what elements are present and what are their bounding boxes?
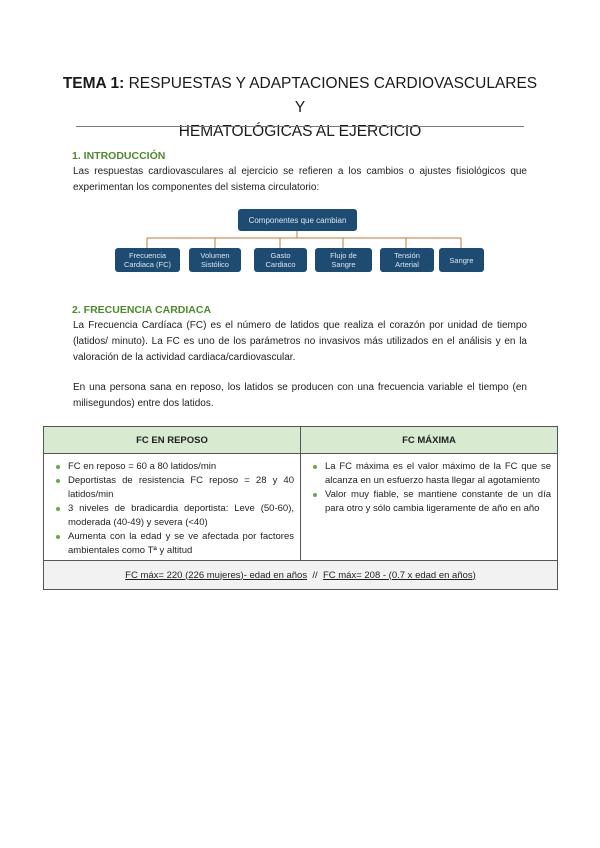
formula-220: FC máx= 220 (226 mujeres)- edad en años <box>125 569 308 581</box>
maxima-list <box>311 460 551 516</box>
table-header-maxima: FC MÁXIMA <box>301 427 558 454</box>
list-item: FC en reposo = 60 a 80 latidos/min <box>54 460 294 474</box>
diagram-box-tension-arterial: Tensión Arterial <box>380 248 434 272</box>
page-title <box>60 72 540 144</box>
fc-paragraph-2: En una persona sana en reposo, los latidos se producen con una frecuencia variable el tiempo (en milisegundos) entre dos latidos. <box>73 382 527 409</box>
title-line1: RESPUESTAS Y ADAPTACIONES CARDIOVASCULARES Y <box>128 75 538 116</box>
formula-separator: // <box>312 569 318 581</box>
diagram-box-volumen-sistolico: Volumen Sistólico <box>189 248 241 272</box>
diagram-box-sangre: Sangre <box>439 248 484 272</box>
title-line2: HEMATOLÓGICAS AL EJERCICIO <box>178 123 422 140</box>
table-footer-formulas <box>44 561 558 590</box>
title-divider <box>76 126 524 127</box>
intro-paragraph: Las respuestas cardiovasculares al ejercicio se refieren a los cambios o ajustes fisiológicos que experimentan los componentes del sistema circulatorio: <box>73 166 527 193</box>
fc-table <box>43 426 558 590</box>
fc-paragraph-1: La Frecuencia Cardíaca (FC) es el número de latidos que realiza el corazón por unidad de tiempo (latidos/ minuto). La FC es uno de los parámetros no invasivos más utilizados en el análisis y en la valoración de la actividad cardiaca/cardiovascular. <box>73 320 527 363</box>
list-item: 3 niveles de bradicardia deportista: Leve (50-60), moderada (40-49) y severa (<40) <box>54 502 294 530</box>
diagram-box-frecuencia-cardiaca: Frecuencia Cardiaca (FC) <box>115 248 180 272</box>
table-cell-reposo <box>44 454 301 561</box>
title-prefix: TEMA 1: <box>62 75 125 92</box>
section-heading-introduccion: 1. INTRODUCCIÓN <box>72 150 166 162</box>
diagram-box-gasto-cardiaco: Gasto Cardiaco <box>254 248 307 272</box>
section-heading-frecuencia: 2. FRECUENCIA CARDIACA <box>72 304 212 316</box>
formula-208: FC máx= 208 - (0.7 x edad en años) <box>322 569 476 581</box>
diagram-box-flujo-sangre: Flujo de Sangre <box>315 248 372 272</box>
table-header-reposo: FC EN REPOSO <box>44 427 301 454</box>
list-item: Aumenta con la edad y se ve afectada por factores ambientales como Tª y altitud <box>54 530 294 558</box>
list-item: La FC máxima es el valor máximo de la FC que se alcanza en un esfuerzo hasta llegar al agotamiento <box>311 460 551 488</box>
list-item: Valor muy fiable, se mantiene constante de un día para otro y sólo cambia ligeramente de año en año <box>311 488 551 516</box>
list-item: Deportistas de resistencia FC reposo = 28 y 40 latidos/min <box>54 474 294 502</box>
table-cell-maxima <box>301 454 558 561</box>
diagram-root-box: Componentes que cambian <box>238 209 357 231</box>
reposo-list <box>54 460 294 558</box>
